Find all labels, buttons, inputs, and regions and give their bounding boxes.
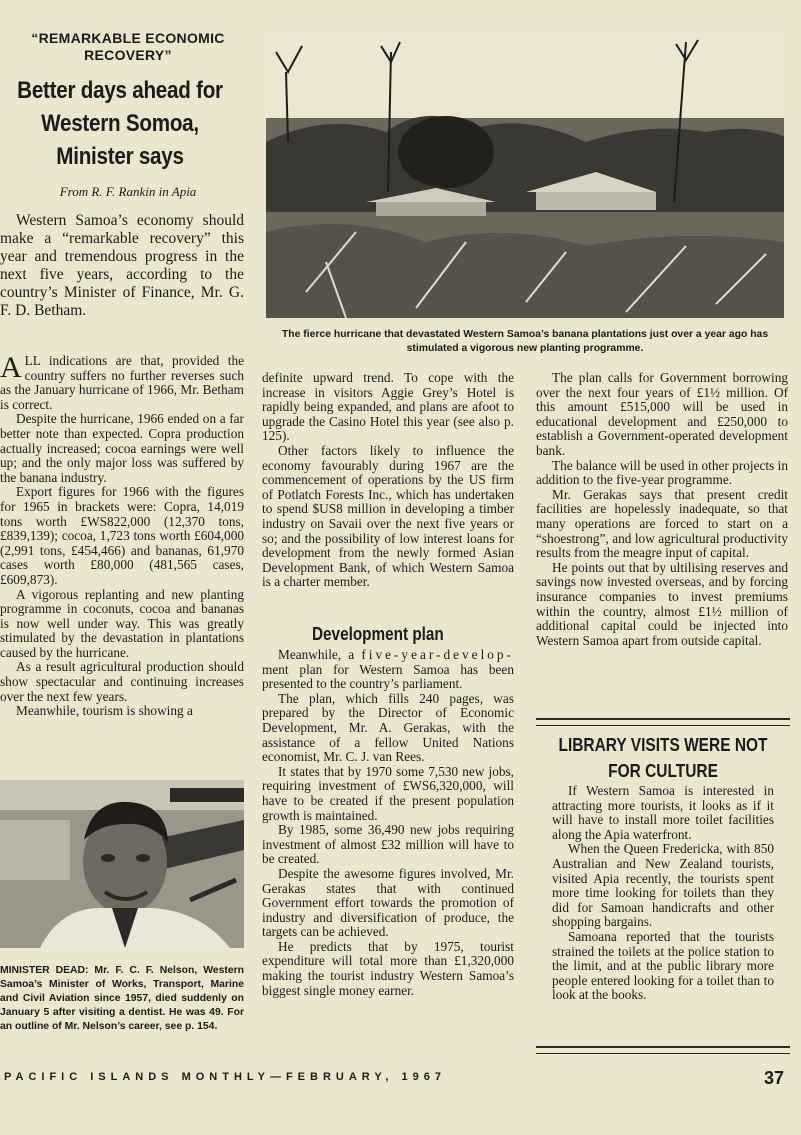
- col2-paragraph-3-spaced: five-year-develop-: [361, 647, 514, 662]
- col2-paragraph-7: Despite the awesome figures involved, Mr. Gerakas states that with continued Government effort towards the promotion of industry and diversification of produce, the targets can be achieved.: [262, 865, 514, 940]
- sidebar-paragraph-3: Samoana reported that the tourists strained the toilets at the police station to the limit, and at the public library more people entered looking for a toilet than to look at the books.: [552, 928, 774, 1003]
- col2-paragraph-6: By 1985, some 36,490 new jobs requiring investment of almost £32 million will have to be created.: [262, 822, 514, 867]
- top-photo-caption: The fierce hurricane that devastated Western Samoa’s banana plantations just over a year ago has stimulated a vigorous new planting programme.: [281, 329, 769, 354]
- portrait-illustration: [0, 780, 244, 948]
- article-kicker: “REMARKABLE ECONOMIC RECOVERY”: [31, 30, 225, 63]
- col1-paragraph-4: A vigorous replanting and new planting programme in coconuts, cocoa and bananas is now well under way. This was greatly stimulated by the devastation in plantations caused by the hurricane.: [0, 586, 244, 660]
- article-column-3: [536, 371, 788, 648]
- col3-paragraph-2: The balance will be used in other projects in addition to the five-year programme.: [536, 457, 788, 488]
- hurricane-plantation-photo: [266, 32, 784, 318]
- col3-paragraph-1: The plan calls for Government borrowing over the next four years of £1½ million. Of this amount £515,000 will be used in educational development and £250,000 to establish a Government-operated development bank.: [536, 370, 788, 458]
- col3-paragraph-4: He points out that by ultilising reserves and savings now invested overseas, and by forcing insurance companies to invest premiums within the country, almost £1½ million of additional capital could be injected into Western Samoa apart from outside capital.: [536, 559, 788, 648]
- article-lead: [0, 212, 244, 320]
- col1-paragraph-3: Export figures for 1966 with the figures for 1965 in brackets were: Copra, 14,019 tons worth £WS822,000 (12,370 tons, £839,139); cocoa, 1,723 tons worth £604,000 (2,991 tons, £454,466) and bananas, 61,970 cases worth £80,000 (481,565 cases, £609,873).: [0, 484, 244, 587]
- article-column-2-bottom: [262, 648, 514, 998]
- col2-paragraph-8: He predicts that by 1975, tourist expenditure will total more than £1,320,000 making the tourist industry Western Samoa’s biggest single money earner.: [262, 938, 514, 998]
- page-number: 37: [764, 1068, 785, 1088]
- article-byline: From R. F. Rankin in Apia: [59, 184, 197, 199]
- col1-paragraph-2: Despite the hurricane, 1966 ended on a far better note than expected. Copra production actually increased; cocoa earnings were well up; and the only major loss was suffered by the banana industry.: [0, 411, 244, 485]
- col1-paragraph-6: Meanwhile, tourism is showing a: [16, 703, 193, 719]
- magazine-footer: PACIFIC ISLANDS MONTHLY—FEBRUARY, 1967: [4, 1071, 447, 1083]
- col2-paragraph-3-post: ment plan for Western Samoa has been presented to the country’s parliament.: [262, 661, 514, 692]
- col2-paragraph-3-pre: Meanwhile, a: [278, 647, 362, 662]
- sidebar-body: [552, 784, 774, 1003]
- col2-paragraph-4: The plan, which fills 240 pages, was prepared by the Director of Economic Development, Mr. A. Gerakas, with the assistance of a fellow United Nations economist, Mr. C. J. van Rees.: [262, 690, 514, 765]
- minister-portrait-photo: [0, 780, 244, 948]
- plantation-illustration: [266, 32, 784, 318]
- sidebar-bottom-rule: [536, 1046, 790, 1054]
- col2-paragraph-1: definite upward trend. To cope with the increase in visitors Aggie Grey’s Hotel is rapidly being expanded, and plans are afoot to upgrade the Casino Hotel this year (see also p. 125).: [262, 370, 514, 444]
- portrait-caption: MINISTER DEAD: Mr. F. C. F. Nelson, Western Samoa’s Minister of Works, Transport, Marine and Civil Aviation since 1957, died suddenly on January 5 after visiting a dentist. He was 49. For an outline of Mr. Nelson’s career, see p. 154.: [0, 965, 244, 1032]
- lead-paragraph: Western Samoa’s economy should make a “remarkable recovery” this year and tremendous progress in the next five years, according to the country’s Minister of Finance, Mr. G. F. D. Betham.: [0, 212, 244, 319]
- col2-paragraph-5: It states that by 1970 some 7,530 new jobs, requiring investment of £WS6,320,000, will have to be created if the present population growth is maintained.: [262, 763, 514, 823]
- article-column-2-top: [262, 371, 514, 590]
- col1-paragraph-1-text: LL indications are that, provided the country suffers no further reverses such as the January hurricane of 1966, Mr. Betham is correct.: [0, 353, 244, 412]
- article-column-1: [0, 351, 244, 719]
- sidebar-headline: LIBRARY VISITS WERE NOT FOR CULTURE: [558, 735, 768, 781]
- sidebar-paragraph-2: When the Queen Fredericka, with 850 Australian and New Zealand tourists, visited Apia recently, the tourists spent more time looking for toilets than they did for Samoan handicrafts and other shopping bargains.: [552, 841, 774, 930]
- sidebar-top-rule: [536, 718, 790, 726]
- drop-cap: A: [0, 351, 22, 384]
- col2-paragraph-3: [262, 648, 514, 692]
- col1-paragraph-5: As a result agricultural production should show spectacular and continuing increases over the next few years.: [0, 659, 244, 704]
- col3-paragraph-3: Mr. Gerakas says that present credit facilities are hopelessly inadequate, so that many operations are forced to start on a “shoestrong”, and low agricultural productivity results from the meagre input of capital.: [536, 486, 788, 561]
- sidebar-paragraph-1: If Western Samoa is interested in attracting more tourists, it looks as if it will have to install more toilet facilities along the Apia waterfront.: [552, 783, 774, 842]
- development-plan-subhead: Development plan: [312, 624, 444, 644]
- col2-paragraph-2: Other factors likely to influence the economy favourably during 1967 are the commencement of operations by the US firm of Potlatch Forests Inc., which has undertaken to spend $US8 million in developing a timber industry on Savaii over the next five years or so; and the possibility of low interest loans for development from the newly formed Asian Development Bank, of which Western Samoa is a charter member.: [262, 442, 514, 590]
- article-headline: Better days ahead for Western Somoa, Minister says: [17, 77, 223, 170]
- col1-paragraph-1: [0, 351, 244, 412]
